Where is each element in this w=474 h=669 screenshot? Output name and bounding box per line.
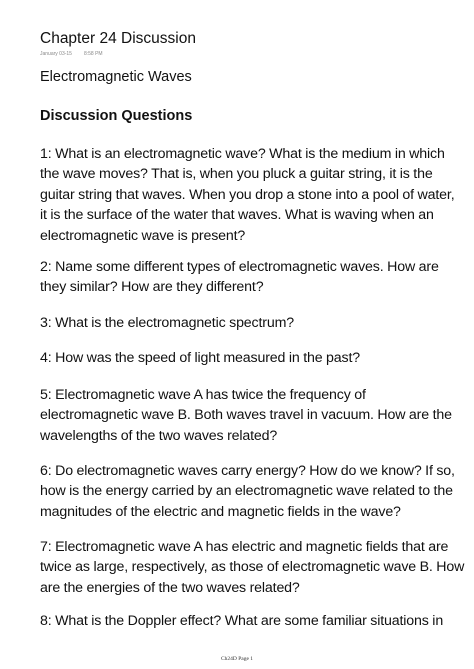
note-date: January 03-15 [40, 51, 72, 57]
question-line: 3: What is the electromagnetic spectrum? [40, 315, 295, 331]
question-7 [40, 537, 472, 598]
question-line: 7: Electromagnetic wave A has electric and magnetic fields that are [40, 539, 449, 555]
question-5 [40, 385, 472, 446]
question-line: are the energies of the two waves related? [40, 579, 300, 596]
question-line: wavelengths of the two waves related? [40, 427, 278, 444]
question-line: the wave moves? That is, when you pluck a guitar string, it is the [40, 166, 433, 183]
question-line: guitar string that waves. When you drop a stone into a pool of water, [40, 186, 455, 203]
question-line: how is the energy carried by an electromagnetic wave related to the [40, 483, 453, 500]
question-line: electromagnetic wave B. Both waves travel in vacuum. How are the [40, 407, 452, 424]
note-time: 8:58 PM [83, 51, 103, 57]
question-line: 2: Name some different types of electromagnetic waves. How are [40, 259, 439, 275]
question-line: electromagnetic wave is present? [40, 227, 246, 244]
question-line: twice as large, respectively, as those of electromagnetic wave B. How [40, 559, 465, 576]
question-line: 5: Electromagnetic wave A has twice the frequency of [40, 387, 366, 403]
question-line: 1: What is an electromagnetic wave? What is the medium in which [40, 146, 445, 162]
question-4 [40, 348, 472, 368]
section-heading: Discussion Questions [40, 108, 193, 124]
question-line: they similar? How are they different? [40, 279, 264, 296]
question-line: it is the surface of the water that waves. What is waving when an [40, 207, 434, 224]
page-title: Chapter 24 Discussion [40, 30, 196, 47]
page-footer: Ch24D Page 1 [220, 656, 254, 662]
question-line: 8: What is the Doppler effect? What are some familiar situations in [40, 613, 444, 629]
question-3 [40, 313, 472, 333]
question-line: magnitudes of the electric and magnetic fields in the wave? [40, 503, 401, 520]
question-1 [40, 144, 472, 246]
question-2 [40, 257, 472, 298]
question-8 [40, 611, 472, 631]
question-line: 6: Do electromagnetic waves carry energy? How do we know? If so, [40, 463, 455, 479]
question-line: 4: How was the speed of light measured in the past? [40, 350, 361, 366]
question-6 [40, 461, 472, 522]
note-timestamp [40, 51, 103, 57]
section-subtitle: Electromagnetic Waves [40, 69, 192, 85]
